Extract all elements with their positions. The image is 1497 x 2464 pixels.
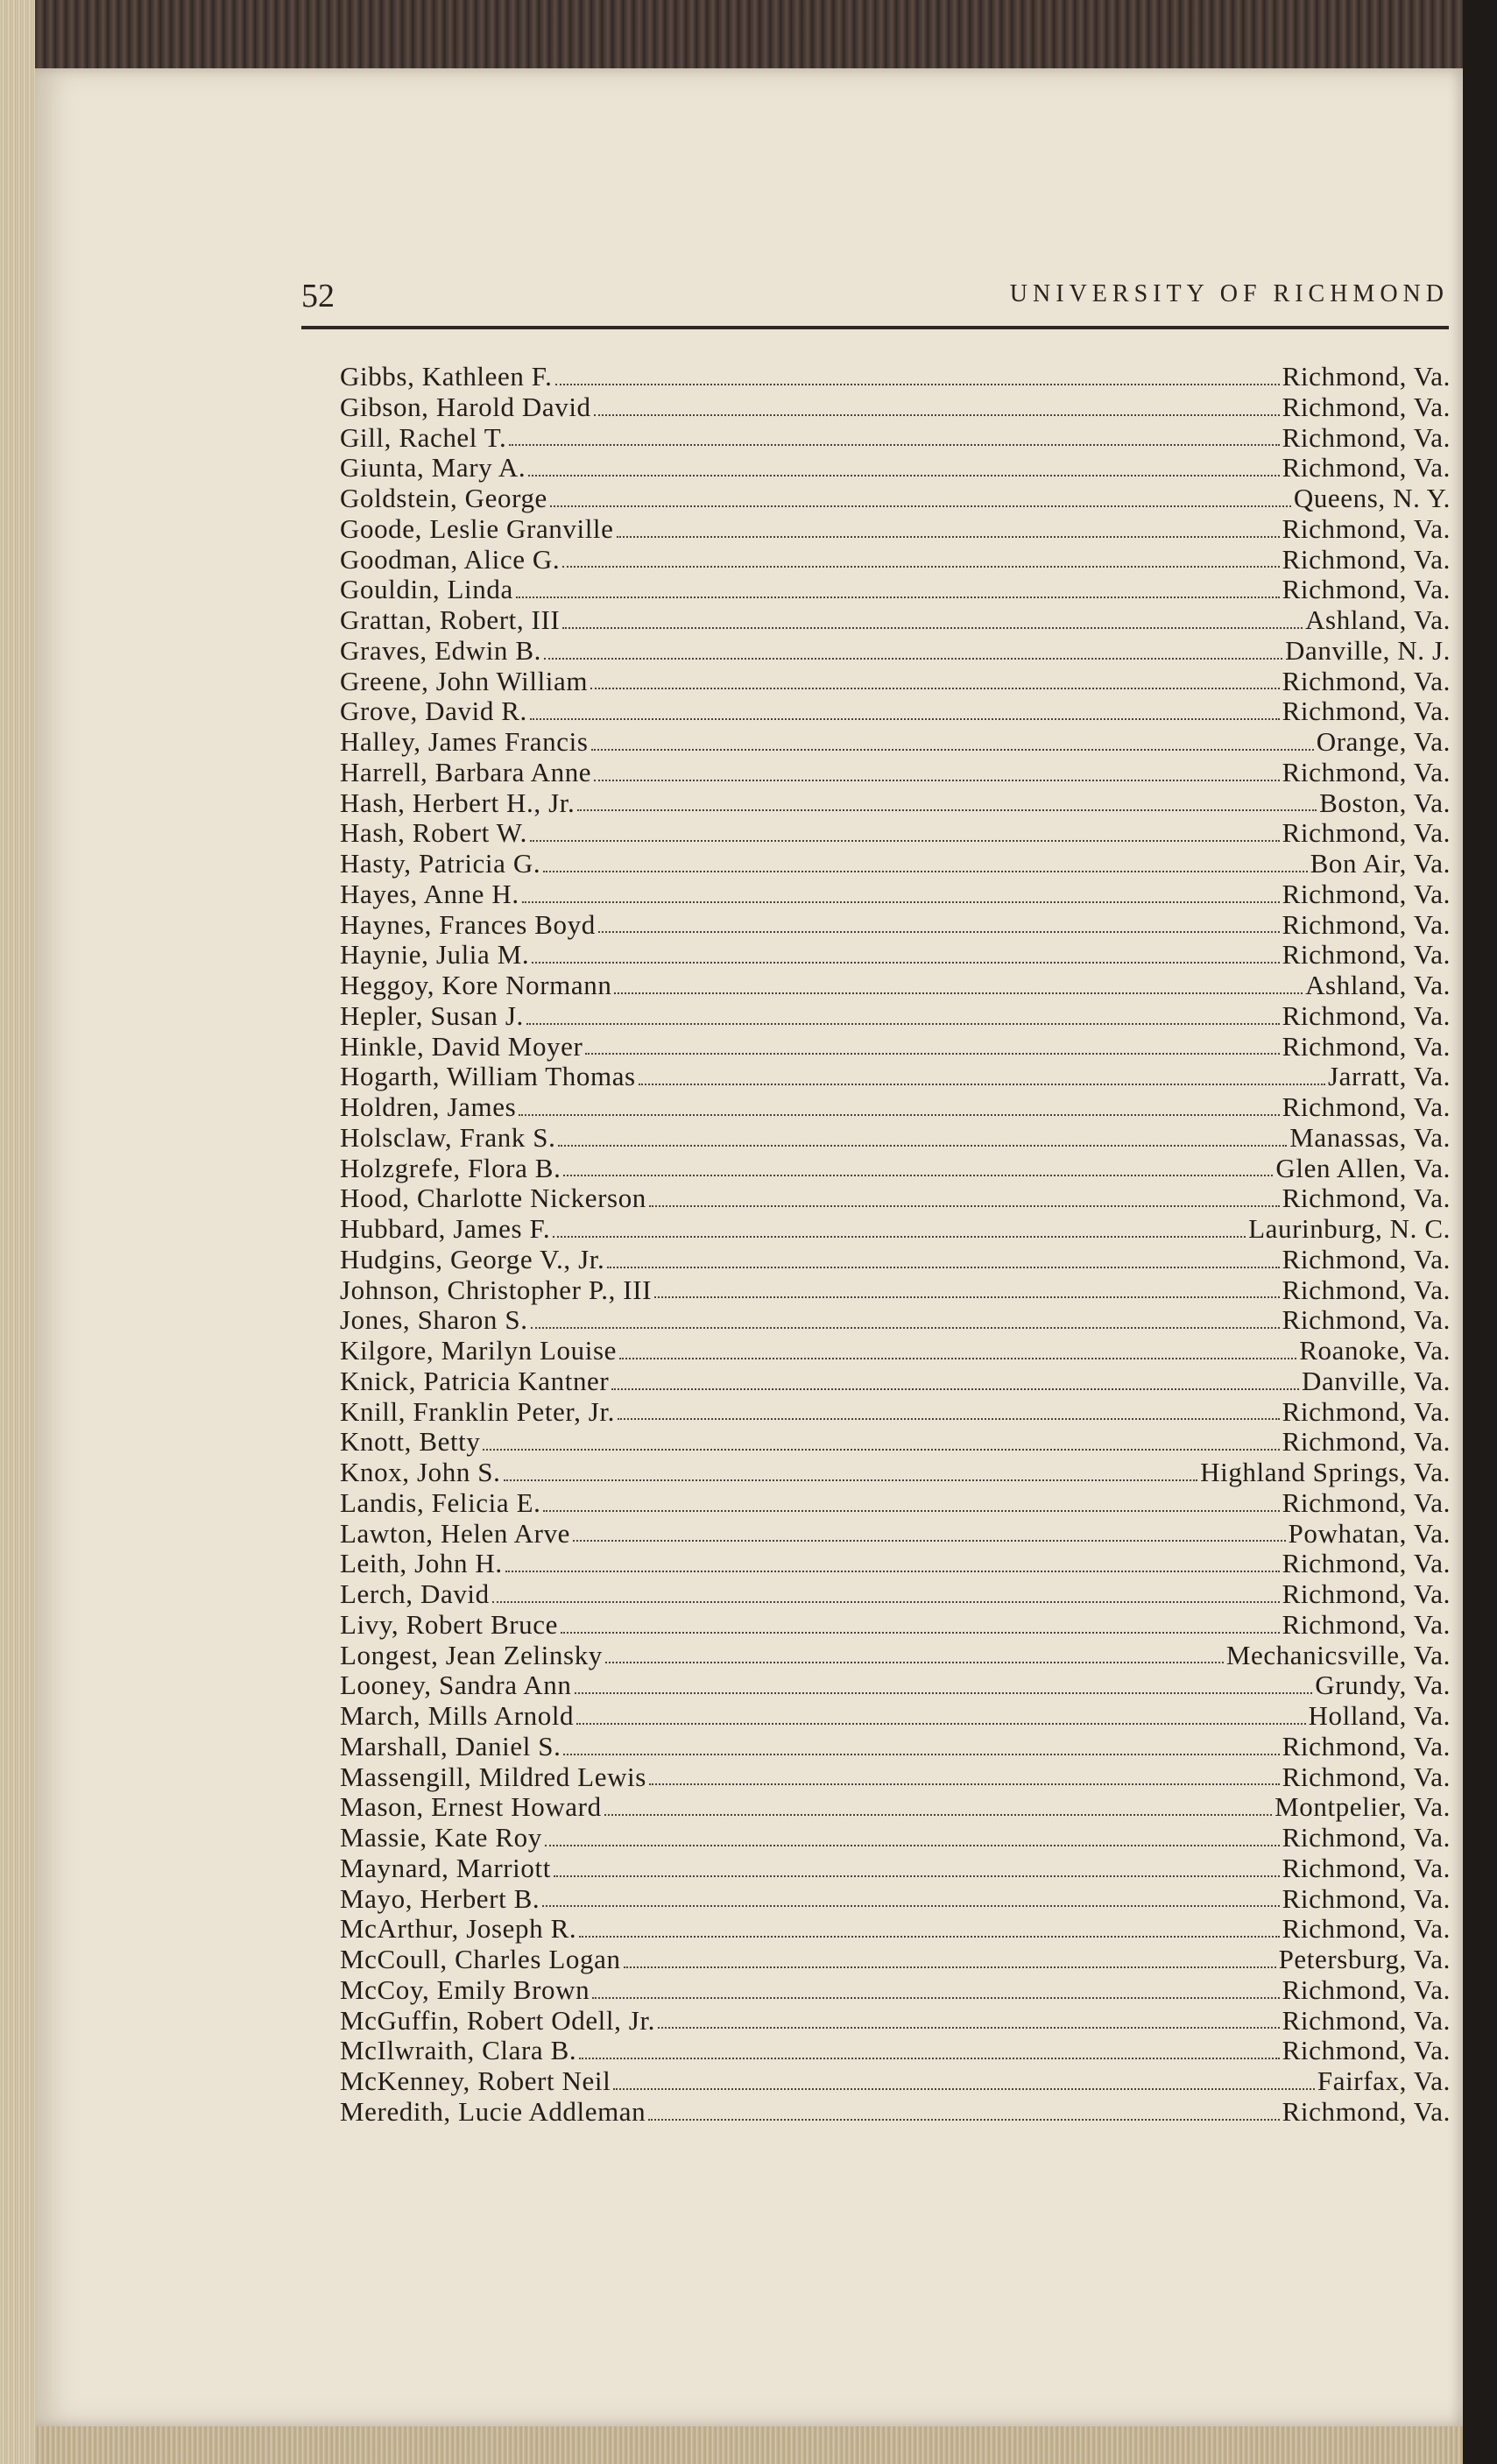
entry-name: Hudgins, George V., Jr. — [340, 1243, 605, 1274]
list-item — [340, 392, 1451, 423]
entry-place: Richmond, Va. — [1282, 939, 1451, 971]
entry-place: Jarratt, Va. — [1327, 1061, 1451, 1092]
list-item — [340, 545, 1451, 575]
list-item — [340, 818, 1451, 849]
entry-place: Richmond, Va. — [1282, 999, 1451, 1031]
entry-name: Gouldin, Linda — [340, 574, 513, 605]
entry-name: Graves, Edwin B. — [340, 634, 542, 666]
list-item — [340, 1519, 1451, 1550]
entry-name: Gill, Rachel T. — [340, 421, 507, 453]
dot-leader — [516, 596, 1280, 598]
dot-leader — [648, 2118, 1279, 2121]
entry-place: Grundy, Va. — [1315, 1670, 1451, 1701]
entry-place: Richmond, Va. — [1282, 1304, 1451, 1336]
entry-place: Holland, Va. — [1308, 1700, 1451, 1731]
list-item — [340, 605, 1451, 636]
entry-name: Marshall, Daniel S. — [340, 1730, 561, 1762]
dot-leader — [504, 1479, 1198, 1481]
entry-name: Goode, Leslie Granville — [340, 512, 614, 544]
dot-leader — [607, 1266, 1279, 1268]
entry-place: Richmond, Va. — [1282, 1183, 1451, 1214]
dot-leader — [563, 1174, 1273, 1176]
list-item — [340, 1214, 1451, 1245]
list-item — [340, 1641, 1451, 1671]
list-item — [340, 1062, 1451, 1092]
entry-name: Holdren, James — [340, 1091, 517, 1122]
entry-name: Hayes, Anne H. — [340, 878, 519, 909]
entry-place: Richmond, Va. — [1282, 908, 1451, 940]
entry-place: Bon Air, Va. — [1310, 848, 1451, 879]
entry-place: Montpelier, Va. — [1275, 1791, 1451, 1823]
entry-place: Richmond, Va. — [1282, 574, 1451, 605]
entry-name: Knott, Betty — [340, 1426, 481, 1458]
entry-place: Petersburg, Va. — [1278, 1944, 1451, 1974]
dot-leader — [577, 808, 1317, 811]
list-item — [340, 849, 1451, 879]
entry-place: Richmond, Va. — [1282, 1913, 1451, 1945]
list-item — [340, 1366, 1451, 1397]
dot-leader — [505, 1570, 1280, 1572]
entry-name: Goodman, Alice G. — [340, 543, 561, 575]
entry-place: Queens, N. Y. — [1293, 483, 1451, 513]
entry-name: Hasty, Patricia G. — [340, 848, 541, 879]
entry-place: Richmond, Va. — [1282, 695, 1451, 727]
list-item — [340, 1245, 1451, 1275]
list-item — [340, 1914, 1451, 1945]
entry-place: Richmond, Va. — [1282, 1852, 1451, 1883]
list-item — [340, 1427, 1451, 1458]
entry-place: Richmond, Va. — [1282, 2035, 1451, 2066]
list-item — [340, 1458, 1451, 1488]
entry-name: McIlwraith, Clara B. — [340, 2035, 577, 2066]
entry-name: Meredith, Lucie Addleman — [340, 2095, 646, 2127]
dot-leader — [545, 1844, 1280, 1846]
entry-place: Fairfax, Va. — [1317, 2065, 1451, 2096]
entry-place: Danville, N. J. — [1285, 634, 1451, 666]
entry-place: Richmond, Va. — [1282, 1395, 1451, 1427]
entry-name: McKenney, Robert Neil — [340, 2065, 611, 2096]
page-number: 52 — [301, 278, 335, 314]
dot-leader — [492, 1600, 1280, 1603]
entry-name: Massie, Kate Roy — [340, 1822, 542, 1853]
list-item — [340, 727, 1451, 758]
list-item — [340, 788, 1451, 819]
list-item — [340, 696, 1451, 727]
dot-leader — [591, 748, 1314, 751]
list-item — [340, 1123, 1451, 1154]
entry-name: Greene, John William — [340, 665, 589, 696]
list-item — [340, 514, 1451, 545]
dot-leader — [590, 687, 1280, 689]
list-item — [340, 1305, 1451, 1336]
entry-place: Richmond, Va. — [1282, 1274, 1451, 1305]
entry-place: Ashland, Va. — [1305, 970, 1451, 1000]
entry-name: Massengill, Mildred Lewis — [340, 1761, 646, 1792]
entry-place: Glen Allen, Va. — [1275, 1152, 1451, 1183]
dot-leader — [605, 1661, 1224, 1663]
entry-name: Johnson, Christopher P., III — [340, 1274, 653, 1305]
dot-leader — [522, 900, 1280, 903]
entry-name: Heggoy, Kore Normann — [340, 970, 612, 1000]
entry-place: Richmond, Va. — [1282, 1973, 1451, 2005]
running-head — [301, 270, 1449, 322]
dot-leader — [576, 1722, 1305, 1725]
entry-name: Lerch, David — [340, 1578, 490, 1609]
dot-leader — [613, 2087, 1315, 2090]
entry-name: Hubbard, James F. — [340, 1213, 551, 1244]
entry-place: Richmond, Va. — [1282, 1548, 1451, 1579]
entry-place: Richmond, Va. — [1282, 1030, 1451, 1062]
dot-leader — [579, 2057, 1279, 2059]
entry-place: Richmond, Va. — [1282, 2095, 1451, 2127]
entry-place: Richmond, Va. — [1282, 1091, 1451, 1122]
entry-place: Richmond, Va. — [1282, 1486, 1451, 1518]
entry-place: Richmond, Va. — [1282, 452, 1451, 484]
entry-place: Richmond, Va. — [1282, 361, 1451, 392]
dot-leader — [639, 1083, 1325, 1085]
dot-leader — [550, 505, 1291, 507]
dot-leader — [618, 1417, 1280, 1420]
list-item — [340, 1975, 1451, 2006]
entry-name: Mason, Ernest Howard — [340, 1791, 602, 1823]
dot-leader — [483, 1448, 1279, 1451]
dot-leader — [519, 1113, 1279, 1116]
entry-name: Hogarth, William Thomas — [340, 1061, 636, 1092]
dot-leader — [543, 1509, 1279, 1512]
list-item — [340, 362, 1451, 392]
list-item — [340, 879, 1451, 910]
list-item — [340, 423, 1451, 454]
dot-leader — [526, 1022, 1280, 1025]
entry-place: Orange, Va. — [1316, 726, 1451, 757]
dot-leader — [619, 1357, 1296, 1359]
dot-leader — [530, 839, 1280, 842]
entry-place: Richmond, Va. — [1282, 878, 1451, 909]
dot-leader — [617, 535, 1280, 538]
entry-name: Hood, Charlotte Nickerson — [340, 1183, 646, 1214]
entry-place: Richmond, Va. — [1282, 1578, 1451, 1609]
entry-name: Holsclaw, Frank S. — [340, 1121, 556, 1153]
dot-leader — [611, 1387, 1299, 1390]
dot-leader — [598, 930, 1280, 933]
entry-name: McCoy, Emily Brown — [340, 1973, 590, 2005]
entry-name: Jones, Sharon S. — [340, 1304, 528, 1336]
entry-name: Mayo, Herbert B. — [340, 1882, 540, 1914]
dot-leader — [561, 1631, 1280, 1634]
entry-place: Richmond, Va. — [1282, 543, 1451, 575]
list-item — [340, 1884, 1451, 1915]
list-item — [340, 1610, 1451, 1641]
dot-leader — [649, 1783, 1280, 1785]
dot-leader — [542, 1904, 1279, 1907]
list-item — [340, 1092, 1451, 1123]
entry-place: Richmond, Va. — [1282, 817, 1451, 849]
list-item — [340, 1701, 1451, 1732]
entry-name: Landis, Felicia E. — [340, 1486, 541, 1518]
list-item — [340, 1488, 1451, 1519]
dot-leader — [585, 1052, 1279, 1055]
entry-name: Hash, Robert W. — [340, 817, 527, 849]
entry-name: Hash, Herbert H., Jr. — [340, 787, 575, 818]
dot-leader — [562, 626, 1303, 629]
dot-leader — [543, 870, 1307, 872]
list-item — [340, 636, 1451, 667]
entry-name: Gibson, Harold David — [340, 391, 591, 422]
entry-name: Haynie, Julia M. — [340, 939, 530, 971]
entry-place: Danville, Va. — [1302, 1365, 1451, 1396]
dot-leader — [555, 383, 1280, 385]
book-page-edges-left — [0, 0, 35, 2464]
dot-leader — [553, 1235, 1246, 1238]
list-item — [340, 1397, 1451, 1428]
list-item — [340, 484, 1451, 514]
dot-leader — [573, 1539, 1286, 1542]
entry-place: Richmond, Va. — [1282, 421, 1451, 453]
list-item — [340, 910, 1451, 941]
list-item — [340, 1032, 1451, 1063]
dot-leader — [532, 961, 1279, 964]
entry-name: McGuffin, Robert Odell, Jr. — [340, 2004, 656, 2036]
list-item — [340, 1853, 1451, 1884]
entry-name: Harrell, Barbara Anne — [340, 756, 592, 787]
dot-leader — [530, 717, 1280, 720]
entry-name: Knick, Patricia Kantner — [340, 1365, 610, 1396]
entry-place: Richmond, Va. — [1282, 2004, 1451, 2036]
entry-name: Leith, John H. — [340, 1548, 503, 1579]
dot-leader — [528, 474, 1279, 477]
entry-place: Richmond, Va. — [1282, 391, 1451, 422]
entry-name: March, Mills Arnold — [340, 1700, 575, 1731]
entry-name: Hinkle, David Moyer — [340, 1030, 583, 1062]
entry-name: Longest, Jean Zelinsky — [340, 1639, 603, 1670]
entry-place: Roanoke, Va. — [1299, 1335, 1451, 1366]
dot-leader — [563, 1753, 1279, 1755]
entry-place: Richmond, Va. — [1282, 756, 1451, 787]
entry-name: Knill, Franklin Peter, Jr. — [340, 1395, 616, 1427]
entry-place: Richmond, Va. — [1282, 1426, 1451, 1458]
list-item — [340, 1154, 1451, 1184]
entry-place: Highland Springs, Va. — [1200, 1457, 1451, 1487]
entry-place: Powhatan, Va. — [1288, 1517, 1451, 1549]
entry-name: Haynes, Frances Boyd — [340, 908, 596, 940]
entry-place: Mechanicsville, Va. — [1225, 1639, 1451, 1670]
list-item — [340, 2066, 1451, 2097]
entry-place: Richmond, Va. — [1282, 1882, 1451, 1914]
entry-name: Halley, James Francis — [340, 726, 589, 757]
entry-place: Richmond, Va. — [1282, 512, 1451, 544]
list-item — [340, 2097, 1451, 2128]
list-item — [340, 667, 1451, 697]
dot-leader — [575, 1691, 1313, 1694]
dot-leader — [544, 657, 1282, 660]
list-item — [340, 1579, 1451, 1610]
book-cover-top — [35, 0, 1463, 68]
list-item — [340, 2006, 1451, 2037]
entry-name: Grove, David R. — [340, 695, 527, 727]
entry-place: Richmond, Va. — [1282, 1243, 1451, 1274]
list-item — [340, 453, 1451, 484]
entry-place: Manassas, Va. — [1289, 1121, 1451, 1153]
entry-place: Laurinburg, N. C. — [1248, 1213, 1451, 1244]
dot-leader — [594, 779, 1279, 781]
list-item — [340, 1823, 1451, 1853]
dot-leader — [558, 1144, 1287, 1147]
entry-place: Richmond, Va. — [1282, 1730, 1451, 1762]
entry-name: Holzgrefe, Flora B. — [340, 1152, 561, 1183]
directory-list — [340, 362, 1451, 2128]
dot-leader — [604, 1813, 1272, 1816]
list-item — [340, 1945, 1451, 1975]
entry-name: Hepler, Susan J. — [340, 999, 524, 1031]
dot-leader — [624, 1966, 1276, 1968]
dot-leader — [594, 413, 1280, 416]
entry-place: Ashland, Va. — [1305, 604, 1451, 635]
book-page-edges-bottom — [35, 2426, 1463, 2464]
entry-name: Goldstein, George — [340, 483, 547, 513]
list-item — [340, 1336, 1451, 1366]
entry-place: Richmond, Va. — [1282, 665, 1451, 696]
dot-leader — [614, 992, 1303, 994]
dot-leader — [562, 565, 1279, 568]
dot-leader — [654, 1296, 1280, 1298]
entry-place: Richmond, Va. — [1282, 1822, 1451, 1853]
list-item — [340, 971, 1451, 1001]
dot-leader — [592, 1996, 1279, 1999]
list-item — [340, 1792, 1451, 1823]
entry-name: Gibbs, Kathleen F. — [340, 361, 553, 392]
entry-name: Livy, Robert Bruce — [340, 1608, 558, 1640]
list-item — [340, 1001, 1451, 1032]
list-item — [340, 2036, 1451, 2066]
dot-leader — [531, 1326, 1280, 1329]
dot-leader — [649, 1204, 1280, 1207]
list-item — [340, 1183, 1451, 1214]
list-item — [340, 1275, 1451, 1306]
entry-name: Lawton, Helen Arve — [340, 1517, 571, 1549]
running-head-title: UNIVERSITY OF RICHMOND — [1009, 280, 1449, 307]
list-item — [340, 1549, 1451, 1579]
list-item — [340, 575, 1451, 605]
entry-name: McArthur, Joseph R. — [340, 1913, 577, 1945]
list-item — [340, 1762, 1451, 1793]
header-rule — [301, 326, 1449, 329]
entry-name: Grattan, Robert, III — [340, 604, 561, 635]
list-item — [340, 940, 1451, 971]
entry-name: Kilgore, Marilyn Louise — [340, 1335, 617, 1366]
list-item — [340, 1670, 1451, 1701]
list-item — [340, 758, 1451, 788]
entry-name: Maynard, Marriott — [340, 1852, 551, 1883]
dot-leader — [579, 1935, 1279, 1938]
entry-name: Knox, John S. — [340, 1457, 501, 1487]
entry-name: Looney, Sandra Ann — [340, 1670, 572, 1701]
entry-name: Giunta, Mary A. — [340, 452, 526, 484]
entry-place: Richmond, Va. — [1282, 1761, 1451, 1792]
dot-leader — [658, 2026, 1280, 2029]
entry-place: Boston, Va. — [1319, 787, 1451, 818]
dot-leader — [554, 1874, 1280, 1877]
list-item — [340, 1732, 1451, 1762]
entry-place: Richmond, Va. — [1282, 1608, 1451, 1640]
book-cover-right — [1463, 0, 1497, 2464]
entry-name: McCoull, Charles Logan — [340, 1944, 621, 1974]
dot-leader — [509, 443, 1279, 446]
